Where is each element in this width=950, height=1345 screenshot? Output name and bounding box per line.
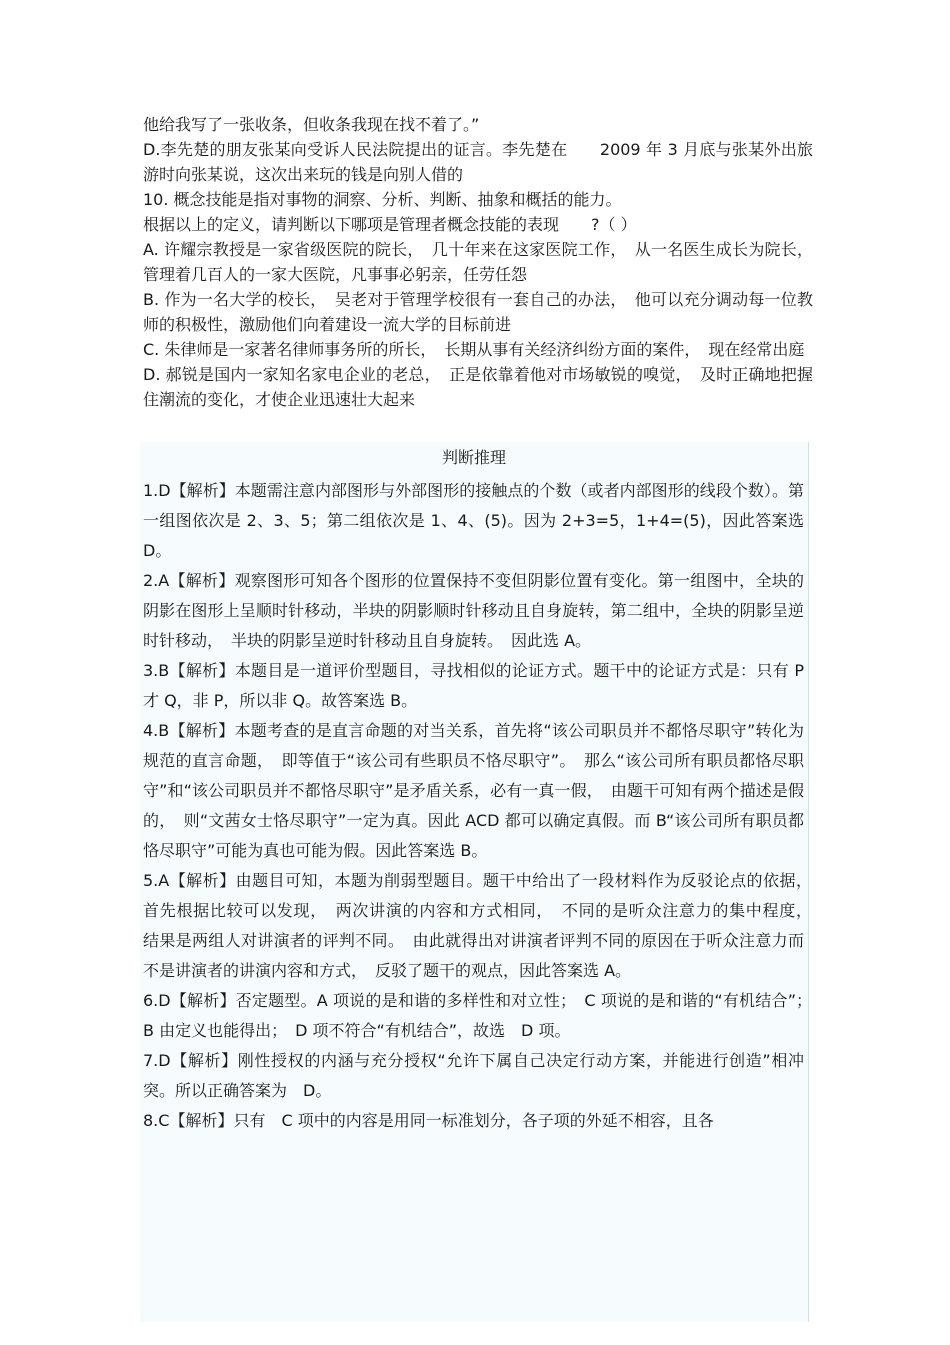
option-d: D. 郝锐是国内一家知名家电企业的老总， 正是依靠着他对市场敏锐的嗅觉， 及时正确地把握住潮流的变化，才使企业迅速壮大起来: [143, 365, 813, 409]
option-a: A. 许耀宗教授是一家省级医院的院长， 几十年来在这家医院工作， 从一名医生成长为院长，管理着几百人的一家大医院，凡事事必躬亲，任劳任怨: [143, 240, 813, 284]
question-10-prompt: 根据以上的定义，请判断以下哪项是管理者概念技能的表现 ?（ ）: [143, 215, 637, 234]
option-b: B. 作为一名大学的校长， 吴老对于管理学校很有一套自己的办法， 他可以充分调动每一位教师的积极性，激励他们向着建设一流大学的目标前进: [143, 290, 813, 334]
option-d-witness: D.李先楚的朋友张某向受诉人民法院提出的证言。李先楚在 2009 年 3 月底与张某外出旅游时向张某说，这次出来玩的钱是向别人借的: [143, 140, 813, 184]
answer-item: 8.C【解析】只有 C 项中的内容是用同一标准划分，各子项的外延不相容，且各: [143, 1111, 714, 1130]
answer-item: 3.B【解析】本题目是一道评价型题目，寻找相似的论证方式。题干中的论证方式是：只有 P 才 Q，非 P，所以非 Q。故答案选 B。: [143, 661, 804, 710]
answer-list: [140, 476, 821, 1136]
answer-item: 6.D【解析】否定题型。A 项说的是和谐的多样性和对立性； C 项说的是和谐的“有机结合”； B 由定义也能得出； D 项不符合“有机结合”，故选 D 项。: [143, 991, 821, 1040]
answer-item: 5.A【解析】由题目可知，本题为削弱型题目。题干中给出了一段材料作为反驳论点的依据， 首先根据比较可以发现， 两次讲演的内容和方式相同， 不同的是听众注意力的集中程度， 结果是两组人对讲演者的评判不同。 由此就得出对讲演者评判不同的原因在于听众注意力而不是讲演者的讲演内容和方式， 反驳了题干的观点，因此答案选 A。: [143, 871, 821, 980]
option-c: C. 朱律师是一家著名律师事务所的所长， 长期从事有关经济纠纷方面的案件， 现在经常出庭: [143, 340, 805, 359]
answer-item: 1.D【解析】本题需注意内部图形与外部图形的接触点的个数（或者内部图形的线段个数）。第一组图依次是 2、3、5；第二组依次是 1、4、(5)。因为 2+3=5，1+4=(5)，因此答案选 D。: [143, 481, 804, 560]
text-line: 他给我写了一张收条，但收条我现在找不着了。”: [143, 115, 480, 134]
question-section: [143, 112, 813, 412]
question-10-stem: 10. 概念技能是指对事物的洞察、分析、判断、抽象和概括的能力。: [143, 190, 622, 209]
answer-section-title: 判断推理: [441, 448, 506, 467]
answer-panel: [140, 442, 821, 1322]
answer-item: 7.D【解析】刚性授权的内涵与充分授权“允许下属自己决定行动方案，并能进行创造”相冲突。所以正确答案为 D。: [143, 1051, 804, 1100]
answer-item: 4.B【解析】本题考查的是直言命题的对当关系，首先将“该公司职员并不都恪尽职守”转化为规范的直言命题， 即等值于“该公司有些职员不恪尽职守”。 那么“该公司所有职员都恪尽职守”和“该公司职员并不都恪尽职守”是矛盾关系，必有一真一假， 由题干可知有两个描述是假的， 则“文茜女士恪尽职守”一定为真。因此 ACD 都可以确定真假。而 B“该公司所有职员都恪尽职守”可能为真也可能为假。因此答案选 B。: [143, 721, 804, 860]
answer-item: 2.A【解析】观察图形可知各个图形的位置保持不变但阴影位置有变化。第一组图中，全块的阴影在图形上呈顺时针移动，半块的阴影顺时针移动且自身旋转，第二组中，全块的阴影呈逆时针移动， 半块的阴影呈逆时针移动且自身旋转。 因此选 A。: [143, 571, 804, 650]
